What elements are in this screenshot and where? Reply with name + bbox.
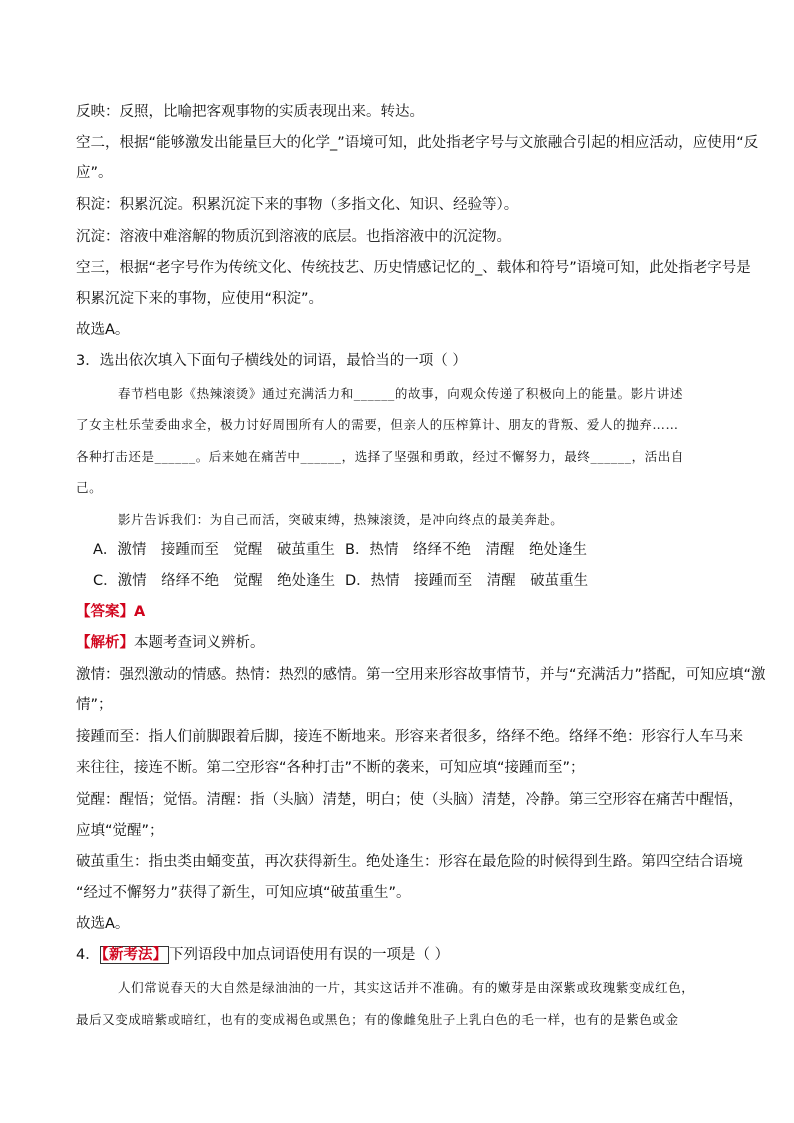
option-d: D．热情 接踵而至 清醒 破茧重生 <box>345 573 589 589</box>
explanation-line: 应填“觉醒”； <box>76 823 164 839</box>
option-c: C．激情 络绎不绝 觉醒 绝处逢生 <box>93 573 336 589</box>
answer-value: A <box>134 604 146 620</box>
text-line: 应”。 <box>76 165 113 181</box>
passage-line: 人们常说春天的大自然是绿油油的一片，其实这话并不准确。有的嫩芽是由深紫或玫瑰紫变成红色， <box>118 980 695 995</box>
passage-line: 春节档电影《热辣滚烫》通过充满活力和______的故事，向观众传递了积极向上的能量。影片讲述 <box>118 386 684 401</box>
text-line: 积累沉淀下来的事物，应使用“积淀”。 <box>76 291 324 307</box>
question-4-stem <box>76 945 449 965</box>
answer-tag: 【答案】 <box>76 604 134 620</box>
explanation-line: 情”； <box>76 697 113 713</box>
passage-line: 最后又变成暗紫或暗红，也有的变成褐色或黑色；有的像雌兔肚子上乳白色的毛一样，也有的是紫色或金 <box>76 1012 679 1027</box>
explanation-line: “经过不懈努力”获得了新生，可知应填“破茧重生”。 <box>76 885 411 901</box>
text-line: 故选A。 <box>76 322 130 338</box>
explanation-line: 接踵而至：指人们前脚跟着后脚，接连不断地来。形容来者很多，络绎不绝。络绎不绝：形容行人车马来 <box>76 729 743 745</box>
passage-line: 了女主杜乐莹委曲求全，极力讨好周围所有人的需要，但亲人的压榨算计、朋友的背叛、爱人的抛弃…… <box>76 417 679 432</box>
option-b: B．热情 络绎不绝 清醒 绝处逢生 <box>345 542 587 558</box>
analysis-text: 本题考查词义辨析。 <box>134 635 265 651</box>
text-line: 反映：反照，比喻把客观事物的实质表现出来。转达。 <box>76 104 424 120</box>
explanation-line: 激情：强烈激动的情感。热情：热烈的感情。第一空用来形容故事情节，并与“充满活力”搭配，可知应填“激 <box>76 667 766 683</box>
question-4-text: 下列语段中加点词语使用有误的一项是（ ） <box>168 947 450 963</box>
question-4-number: 4． <box>76 947 100 963</box>
option-a: A．激情 接踵而至 觉醒 破茧重生 <box>93 542 335 558</box>
analysis-line <box>76 633 265 653</box>
text-line: 空二，根据“能够激发出能量巨大的化学_”语境可知，此处指老字号与文旅融合引起的相应活动，应使用“反 <box>76 135 759 151</box>
passage-line: 己。 <box>76 480 103 495</box>
passage-line: 各种打击还是______。后来她在痛苦中______，选择了坚强和勇敢，经过不懈努力，最终______，活出自 <box>76 449 685 464</box>
passage-line: 影片告诉我们：为自己而活，突破束缚，热辣滚烫，是冲向终点的最美奔赴。 <box>118 512 564 527</box>
text-line: 积淀：积累沉淀。积累沉淀下来的事物（多指文化、知识、经验等）。 <box>76 197 519 213</box>
answer-line <box>76 602 145 622</box>
question-3-stem: 3．选出依次填入下面句子横线处的词语，最恰当的一项（ ） <box>76 353 467 369</box>
explanation-line: 来往往，接连不断。第二空形容“各种打击”不断的袭来，可知应填“接踵而至”； <box>76 760 585 776</box>
new-method-tag: 【新考法】 <box>101 947 167 963</box>
analysis-tag: 【解析】 <box>76 635 134 651</box>
explanation-line: 破茧重生：指虫类由蛹变茧，再次获得新生。绝处逢生：形容在最危险的时候得到生路。第四空结合语境 <box>76 854 743 870</box>
explanation-line: 觉醒：醒悟；觉悟。清醒：指（头脑）清楚，明白；使（头脑）清楚，冷静。第三空形容在痛苦中醒悟， <box>76 792 743 808</box>
text-line: 空三，根据“老字号作为传统文化、传统技艺、历史情感记忆的_、载体和符号”语境可知，此处指老字号是 <box>76 260 751 276</box>
text-line: 沉淀：溶液中难溶解的物质沉到溶液的底层。也指溶液中的沉淀物。 <box>76 229 511 245</box>
conclusion-line: 故选A。 <box>76 916 130 932</box>
